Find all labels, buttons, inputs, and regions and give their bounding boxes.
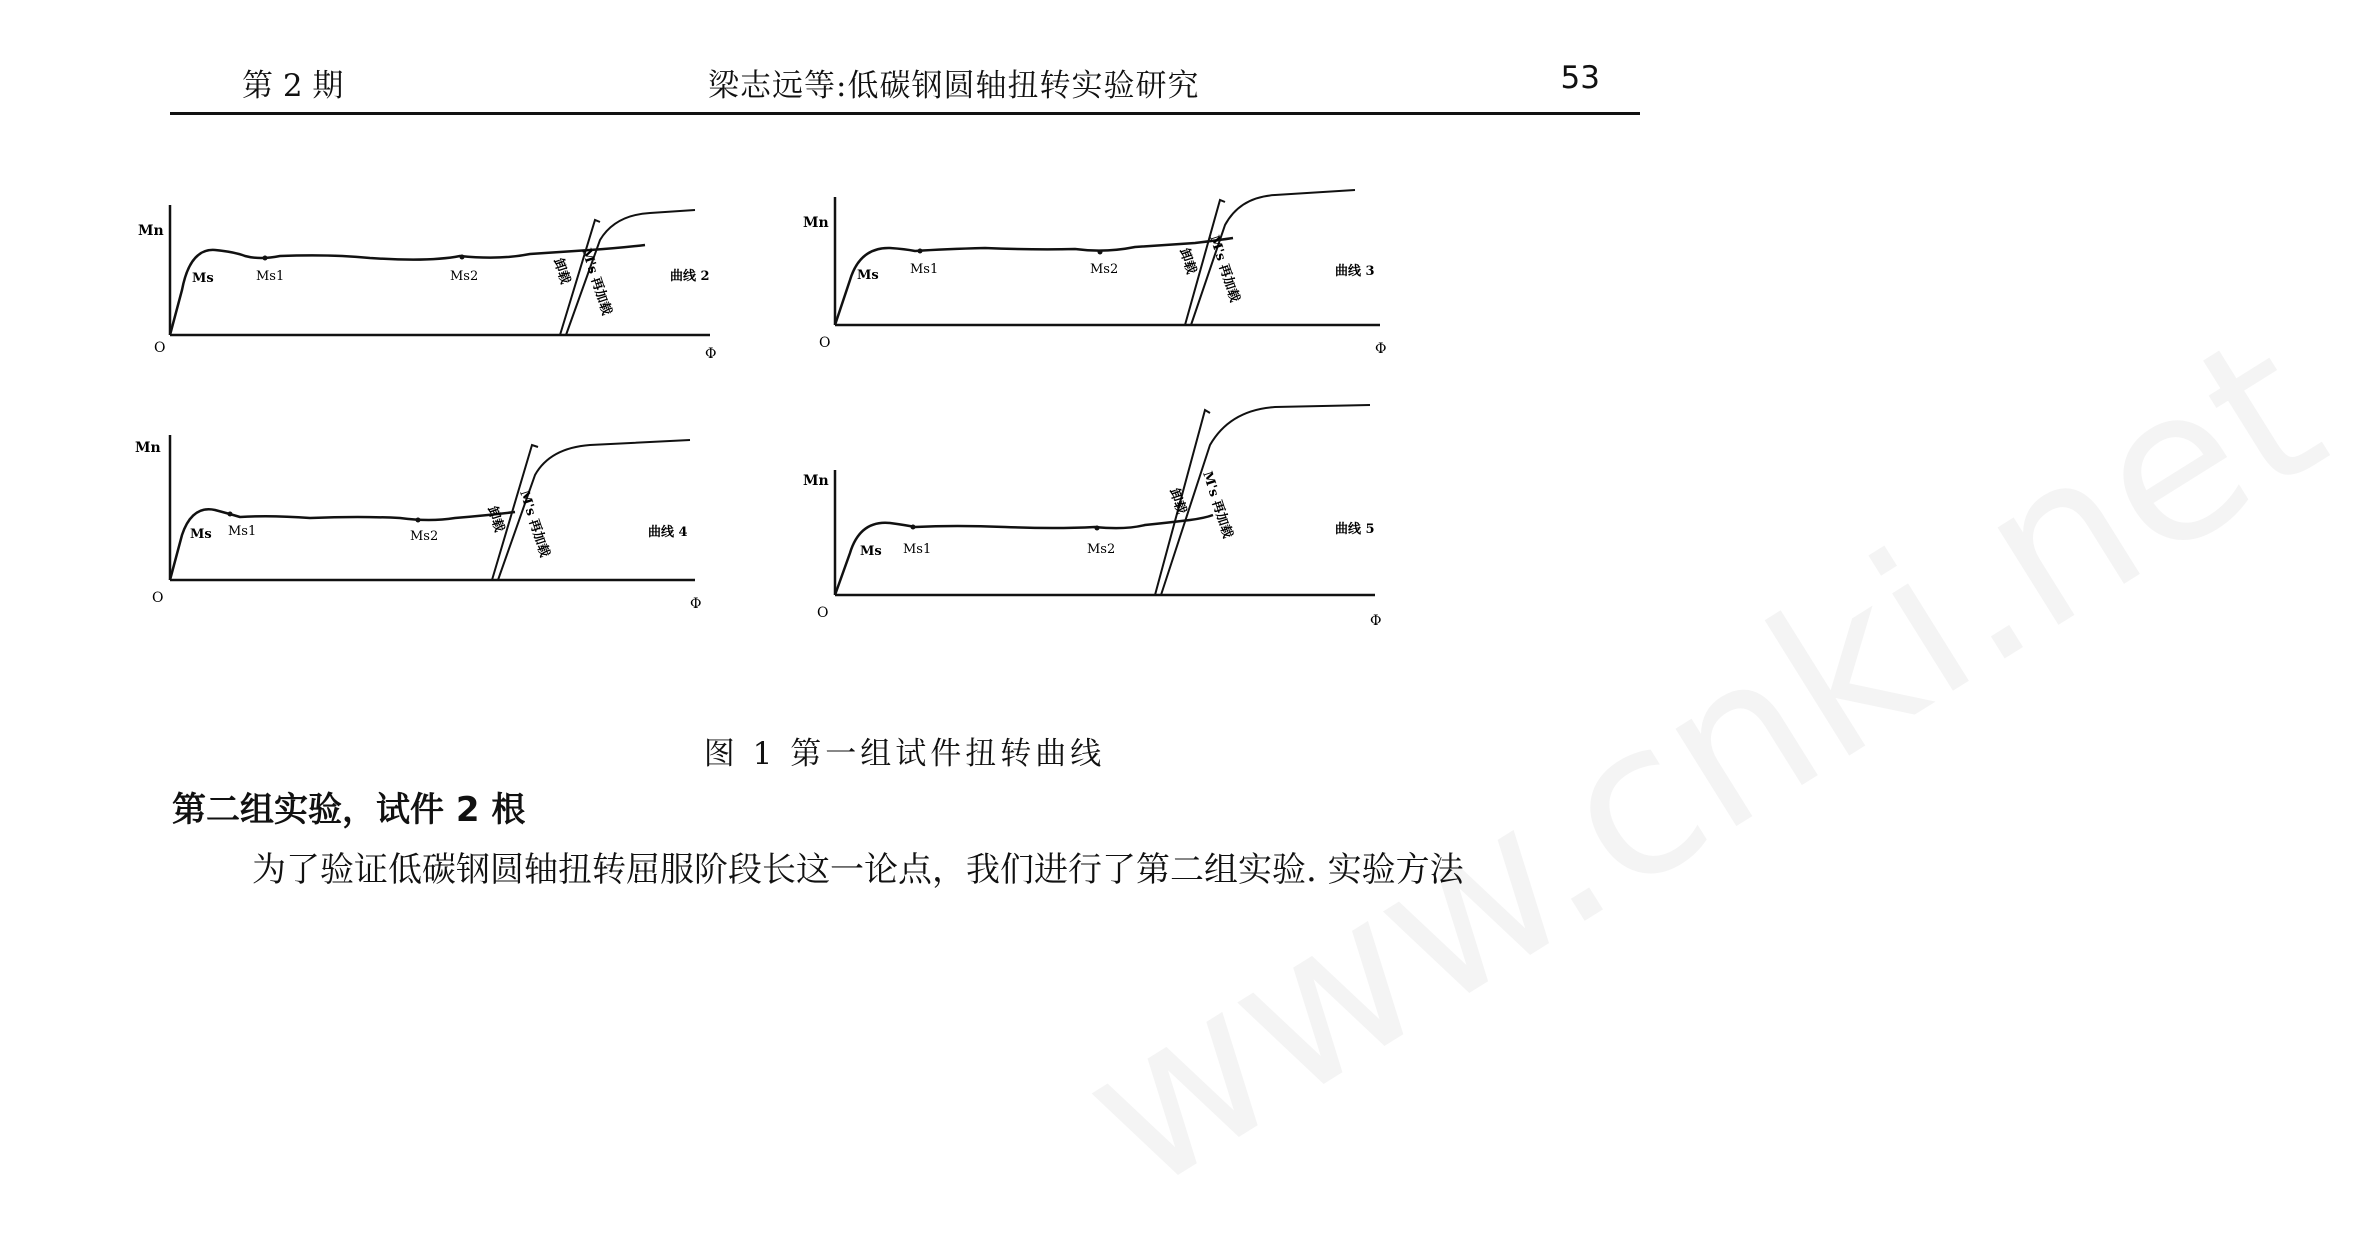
label-unload: 卸载 [1166,486,1189,516]
panel-curve-2 [138,205,716,362]
figure-caption: 图 1 第一组试件扭转曲线 [703,736,1106,772]
label-ms: Ms [860,544,882,559]
label-ms: Ms [857,268,879,283]
x-axis-label: Φ [1375,341,1387,357]
label-ms: Ms [192,271,214,286]
y-axis-label: Mn [138,223,164,239]
point-ms2 [416,518,421,523]
y-axis-label: Mn [135,440,161,456]
point-ms2 [1098,250,1103,255]
panel-curve-3 [803,190,1386,357]
label-reload: M's 再加载 [578,246,614,318]
torsion-curve [835,515,1213,595]
label-unload: 卸载 [550,256,573,286]
running-title: 梁志远等:低碳钢圆轴扭转实验研究 [708,68,1200,104]
curve-label: 曲线 4 [648,525,688,540]
label-ms1: Ms1 [256,269,285,284]
point-ms2 [1095,526,1100,531]
label-unload: 卸载 [1176,246,1199,276]
label-ms1: Ms1 [910,262,939,277]
label-reload: M's 再加载 [516,488,552,560]
origin-label: O [154,340,166,356]
y-axis-label: Mn [803,215,829,231]
x-axis-label: Φ [690,596,702,612]
curve-label: 曲线 2 [670,269,710,284]
label-ms2: Ms2 [450,269,479,284]
point-ms1 [228,512,233,517]
point-ms1 [911,525,916,530]
issue-number: 第 2 期 [242,68,344,104]
body-paragraph: 为了验证低碳钢圆轴扭转屈服阶段长这一论点，我们进行了第二组实验. 实验方法 [252,850,1464,890]
curve-label: 曲线 5 [1335,522,1375,537]
panel-curve-5 [803,405,1381,629]
label-reload: M's 再加载 [1199,469,1235,541]
figure-1 [135,190,1650,690]
section-heading: 第二组实验，试件 2 根 [172,790,526,830]
torsion-curve [835,238,1233,325]
label-ms2: Ms2 [1090,262,1119,277]
torsion-curve [170,509,515,580]
torsion-curves-figure [135,190,1650,690]
origin-label: O [819,335,831,351]
y-axis-label: Mn [803,473,829,489]
label-ms2: Ms2 [410,529,439,544]
label-unload: 卸载 [484,504,507,534]
page-number: 53 [1560,60,1600,96]
origin-label: O [817,605,829,621]
label-ms: Ms [190,527,212,542]
point-ms1 [263,256,268,261]
page-header [170,56,1640,115]
point-ms2 [460,255,465,260]
label-ms1: Ms1 [903,542,932,557]
label-reload: M's 再加载 [1206,233,1242,305]
origin-label: O [152,590,164,606]
x-axis-label: Φ [1370,613,1382,629]
point-ms1 [918,249,923,254]
reload-curve [1161,405,1370,595]
label-ms1: Ms1 [228,524,257,539]
x-axis-label: Φ [705,346,717,362]
panel-curve-4 [135,435,701,612]
curve-label: 曲线 3 [1335,264,1375,279]
label-ms2: Ms2 [1087,542,1116,557]
